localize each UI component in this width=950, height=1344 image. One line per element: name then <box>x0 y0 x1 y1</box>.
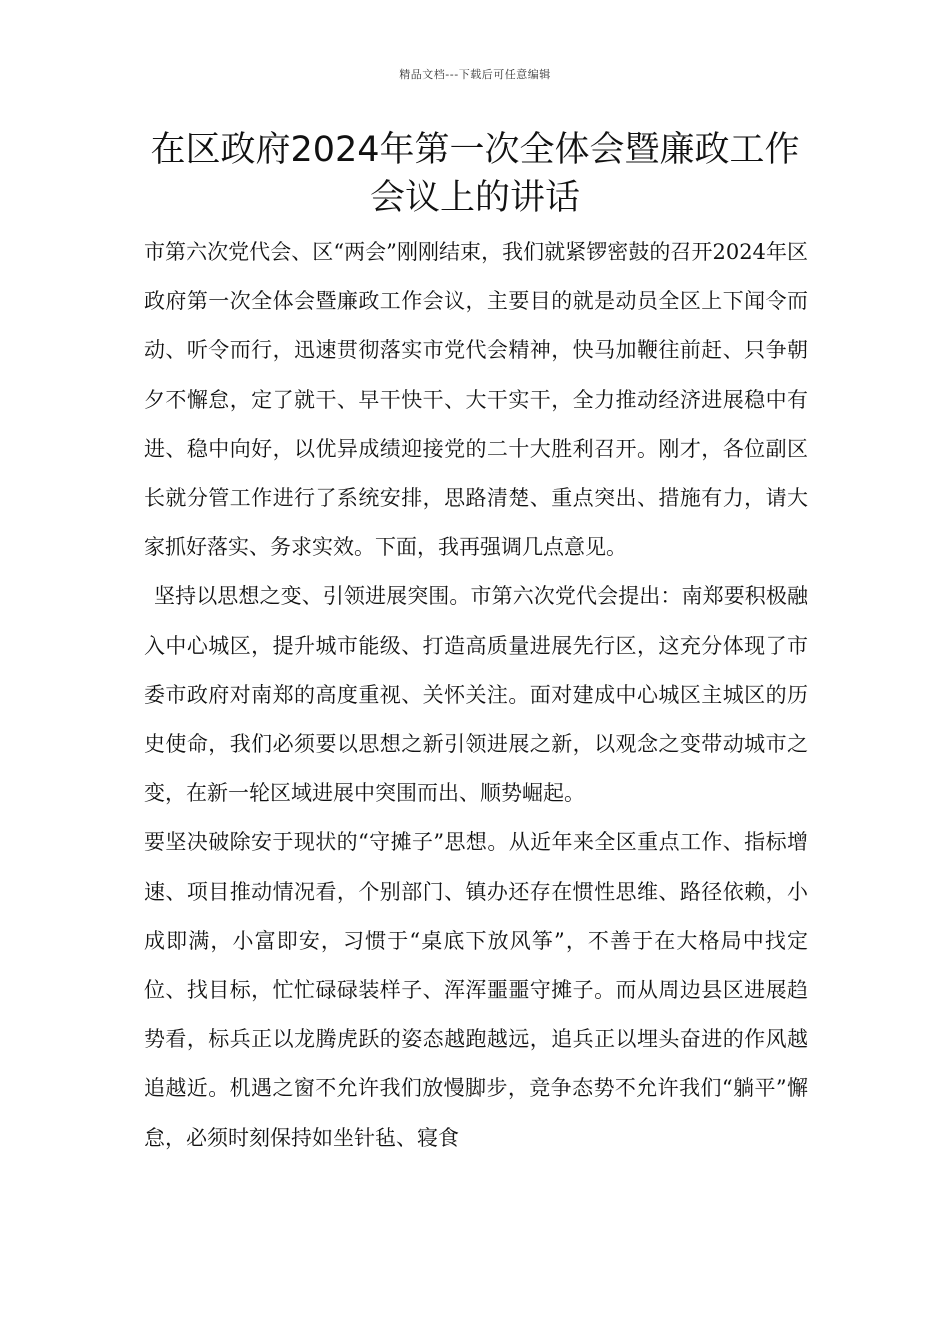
paragraph-section-one: 坚持以思想之变、引领进展突围。市第六次党代会提出：南郑要积极融入中心城区，提升城市能级、打造高质量进展先行区，这充分体现了市委市政府对南郑的高度重视、关怀关注。面对建成中心城区主城区的历史使命，我们必须要以思想之新引领进展之新，以观念之变带动城市之变，在新一轮区域进展中突围而出、顺势崛起。 <box>144 584 808 806</box>
header-note: 精品文档---下载后可任意编辑 <box>399 68 551 81</box>
paragraph-section-one-point: 要坚决破除安于现状的“守摊子”思想。从近年来全区重点工作、指标增速、项目推动情况看，个别部门、镇办还存在惯性思维、路径依赖，小成即满，小富即安，习惯于“桌底下放风筝”，不善于在大格局中找定位、找目标，忙忙碌碌装样子、浑浑噩噩守摊子。而从周边县区进展趋势看，标兵正以龙腾虎跃的姿态越跑越远，追兵正以埋头奋进的作风越追越近。机遇之窗不允许我们放慢脚步，竞争态势不允许我们“躺平”懈怠，必须时刻保持如坐针毡、寝食 <box>144 830 808 1150</box>
document-body <box>144 228 808 1163</box>
paragraph-intro: 市第六次党代会、区“两会”刚刚结束，我们就紧锣密鼓的召开2024年区政府第一次全体会暨廉政工作会议，主要目的就是动员全区上下闻令而动、听令而行，迅速贯彻落实市党代会精神，快马加鞭往前赶、只争朝夕不懈怠，定了就干、早干快干、大干实干，全力推动经济进展稳中有进、稳中向好，以优异成绩迎接党的二十大胜利召开。刚才，各位副区长就分管工作进行了系统安排，思路清楚、重点突出、措施有力，请大家抓好落实、务求实效。下面，我再强调几点意见。 <box>144 240 808 560</box>
document-title: 在区政府2024年第一次全体会暨廉政工作会议上的讲话 <box>150 130 800 218</box>
